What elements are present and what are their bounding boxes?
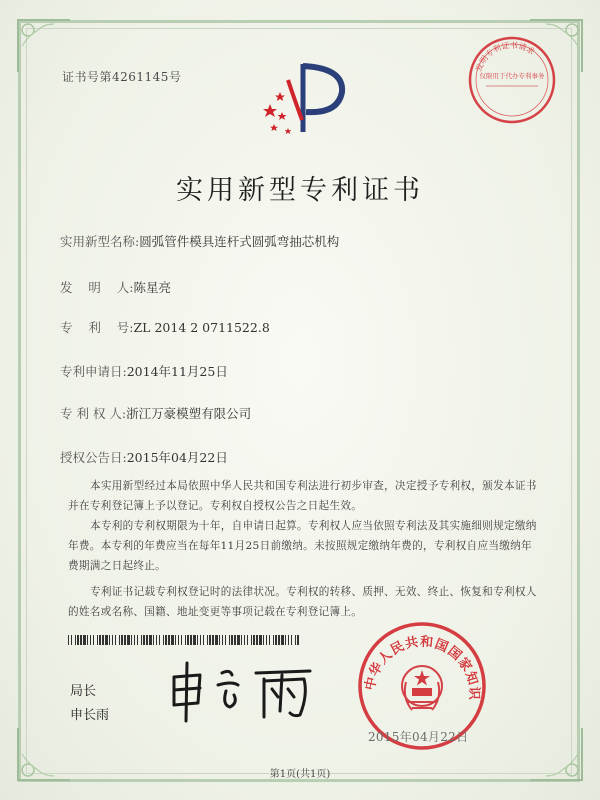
certificate-title: 实用新型专利证书 [176, 175, 424, 207]
barcode-bar [83, 635, 86, 645]
field-application-date [60, 362, 228, 380]
barcode-bar [149, 635, 152, 645]
barcode-bar [251, 635, 252, 645]
field-label: 专利申请日: [60, 364, 127, 379]
barcode-bar [77, 635, 79, 645]
barcode-bar [146, 635, 148, 645]
field-label: 专 利 号: [60, 320, 134, 335]
barcode-bar [197, 635, 198, 645]
field-utility-model-name [60, 232, 339, 250]
field-label: 实用新型名称: [60, 234, 140, 249]
barcode-bar [141, 635, 142, 645]
barcode-bar [244, 635, 245, 645]
barcode-bar [297, 635, 299, 645]
barcode-bar [219, 635, 220, 645]
body-paragraph-1: 本实用新型经过本局依照中华人民共和国专利法进行初步审查，决定授予专利权，颁发本证书并在专利登记簿上予以登记。专利权自授权公告之日起生效。 [68, 480, 537, 512]
barcode-bar [285, 635, 286, 645]
barcode-bar [295, 635, 296, 645]
field-value: ZL 2014 2 0711522.8 [133, 320, 270, 335]
barcode-bar [187, 635, 189, 645]
barcode-bar [153, 635, 154, 645]
barcode-bar [256, 635, 258, 645]
field-inventor [60, 278, 171, 296]
barcode-bar [181, 635, 182, 645]
field-value: 圆弧管件模具连杆式圆弧弯抽芯机构 [139, 234, 340, 249]
barcode-bar [168, 635, 170, 645]
barcode-bar [171, 635, 174, 645]
field-value: 2014年11月25日 [126, 364, 228, 379]
sipo-seal-text: 中华人民共和国国家知识 [362, 634, 482, 701]
barcode-bar [229, 635, 230, 645]
barcode-bar [143, 635, 145, 645]
barcode-bar [212, 635, 214, 645]
barcode-bar [97, 635, 98, 645]
barcode-bar [263, 635, 264, 645]
barcode-bar [134, 635, 135, 645]
barcode-bar [75, 635, 76, 645]
barcode-bar [99, 635, 101, 645]
barcode-bar [112, 635, 113, 645]
director-name: 申长雨 [70, 708, 110, 723]
barcode-bar [200, 635, 201, 645]
barcode-bar [203, 635, 204, 645]
barcode-bar [288, 635, 289, 645]
barcode-bar [178, 635, 179, 645]
barcode-bar [253, 635, 255, 645]
barcode-bar [109, 635, 110, 645]
barcode-bar [115, 635, 116, 645]
barcode-bar [190, 635, 192, 645]
barcode-bar [175, 635, 176, 645]
field-label: 授权公告日: [60, 450, 127, 465]
agency-seal-inner-text: 仅限用于代办专利事务 [479, 72, 545, 80]
barcode-bar [241, 635, 242, 645]
barcode-bar [273, 635, 274, 645]
barcode-bar [222, 635, 223, 645]
barcode-bar [234, 635, 236, 645]
barcode-bar [105, 635, 108, 645]
barcode-bar [291, 635, 292, 645]
barcode [68, 630, 300, 640]
barcode-bar [231, 635, 233, 645]
sipo-logo [248, 58, 358, 138]
certificate-body [68, 476, 538, 622]
barcode-bar [93, 635, 94, 645]
barcode-bar [137, 635, 138, 645]
barcode-bar [90, 635, 91, 645]
field-label: 专 利 权 人: [60, 406, 127, 421]
barcode-bar [278, 635, 280, 645]
corner-ornament-top-left [14, 16, 74, 76]
barcode-bar [185, 635, 186, 645]
field-value: 2015年04月22日 [126, 450, 228, 465]
barcode-bar [281, 635, 284, 645]
field-value: 浙江万豪模塑有限公司 [126, 406, 252, 421]
barcode-bar [269, 635, 270, 645]
barcode-bar [121, 635, 123, 645]
barcode-bar [80, 635, 82, 645]
barcode-bar [165, 635, 167, 645]
certificate-number: 证书号第4261145号 [62, 70, 182, 84]
barcode-bar [247, 635, 248, 645]
barcode-bar [156, 635, 157, 645]
body-paragraph-3: 专利证书记载专利权登记时的法律状况。专利权的转移、质押、无效、终止、恢复和专利权人的姓名或名称、国籍、地址变更等事项记载在专利登记簿上。 [68, 586, 537, 618]
barcode-bar [237, 635, 240, 645]
barcode-bar [259, 635, 262, 645]
barcode-bar [119, 635, 120, 645]
barcode-bar [131, 635, 132, 645]
barcode-bar [68, 635, 69, 645]
agency-seal [466, 34, 558, 126]
field-value: 陈星亮 [133, 280, 172, 295]
barcode-bar [87, 635, 88, 645]
director-signature [160, 655, 330, 725]
barcode-bar [275, 635, 277, 645]
barcode-bar [193, 635, 196, 645]
field-label: 发 明 人: [60, 280, 134, 295]
barcode-bar [266, 635, 267, 645]
barcode-bar [215, 635, 218, 645]
barcode-bar [207, 635, 208, 645]
barcode-bar [225, 635, 226, 645]
body-paragraph-2: 本专利的专利权期限为十年，自申请日起算。专利权人应当依照专利法及其实施细则规定缴纳年费。本专利的年费应当在每年11月25日前缴纳。未按照规定缴纳年费的，专利权自应当缴纳年费期满之日起终止。 [68, 520, 537, 572]
field-patent-number [60, 318, 270, 336]
director-title: 局长 [70, 684, 97, 699]
agency-seal-outer-text: 发明专利证书请求 [474, 40, 537, 73]
barcode-bar [102, 635, 104, 645]
barcode-bar [163, 635, 164, 645]
page-number: 第1页(共1页) [269, 769, 331, 780]
seal-date: 2015年04月22日 [368, 730, 469, 744]
barcode-bar [209, 635, 211, 645]
field-grant-date [60, 448, 228, 466]
svg-text:发明专利证书请求 [473, 40, 536, 73]
barcode-bar [159, 635, 160, 645]
barcode-bar [71, 635, 72, 645]
barcode-bar [124, 635, 126, 645]
field-patentee [60, 404, 251, 422]
barcode-bar [127, 635, 130, 645]
